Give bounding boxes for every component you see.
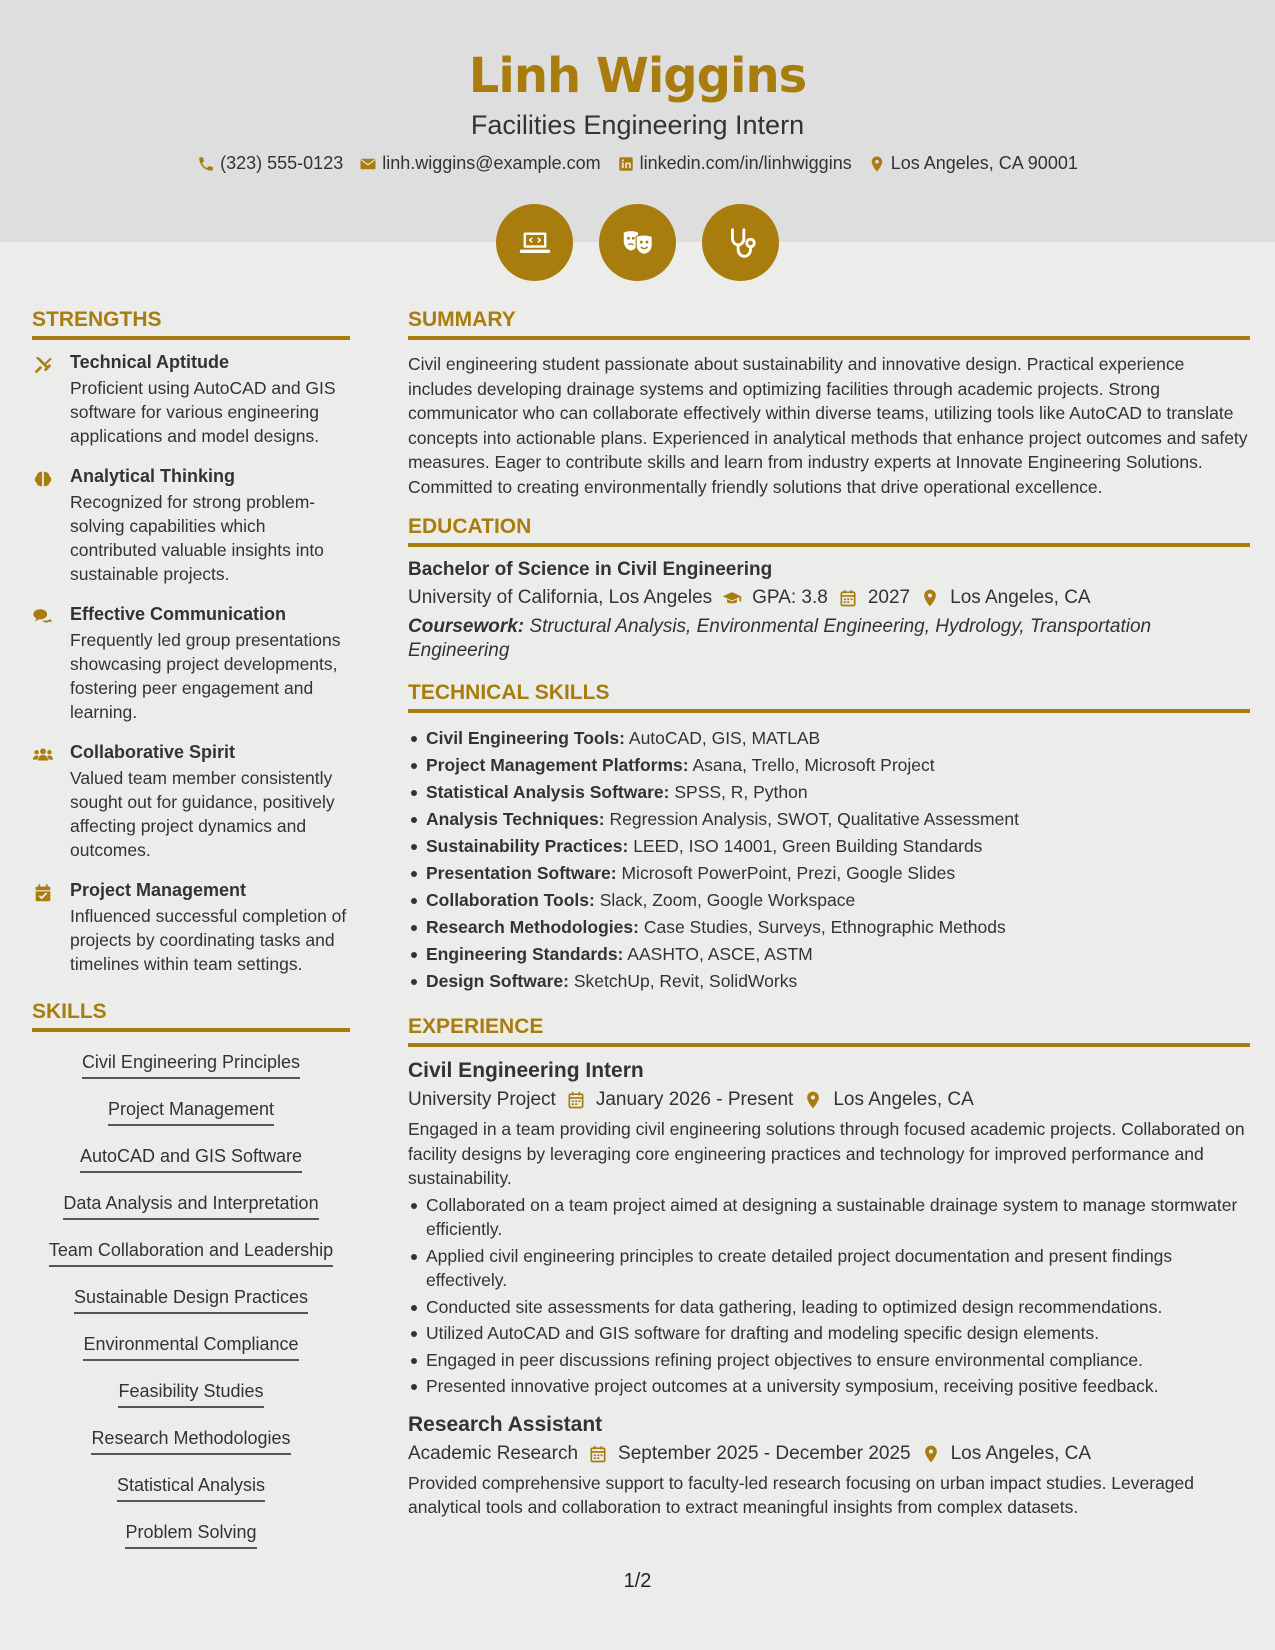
technical-skill-item xyxy=(408,968,1250,995)
map-marker-icon xyxy=(803,1090,823,1110)
technical-skill-item xyxy=(408,860,1250,887)
tech-skill-value: Microsoft PowerPoint, Prezi, Google Slides xyxy=(621,863,956,883)
education-year: 2027 xyxy=(867,587,911,608)
tech-skill-label: Civil Engineering Tools: xyxy=(426,728,625,748)
coursework-text: Structural Analysis, Environmental Engineering, Hydrology, Transportation Engineering xyxy=(408,616,1152,661)
calendar-icon xyxy=(566,1090,586,1110)
theater-masks-icon xyxy=(619,224,657,262)
job-meta xyxy=(408,1089,1250,1111)
strength-text: Valued team member consistently sought out for guidance, positively affecting project dynamics and outcomes. xyxy=(70,768,335,860)
job-bullet: Utilized AutoCAD and GIS software for drafting and modeling specific design elements. xyxy=(408,1321,1250,1346)
strength-title: Analytical Thinking xyxy=(70,466,236,486)
contact-phone[interactable] xyxy=(197,153,343,174)
tech-skill-label: Analysis Techniques: xyxy=(426,809,605,829)
job-location: Los Angeles, CA xyxy=(950,1442,1092,1464)
tech-skill-value: LEED, ISO 14001, Green Building Standards xyxy=(633,836,983,856)
job-bullet: Applied civil engineering principles to create detailed project documentation and present findings effectively. xyxy=(408,1244,1250,1293)
job-title: Civil Engineering Intern xyxy=(408,1059,644,1082)
skill-item: Problem Solving xyxy=(125,1514,256,1549)
badge-laptop xyxy=(496,204,573,281)
strength-item xyxy=(32,352,350,448)
graduation-cap-icon xyxy=(722,588,742,608)
page-number: 1/2 xyxy=(623,1570,652,1592)
calendar-check-icon xyxy=(32,882,54,904)
job-bullet: Presented innovative project outcomes at a university symposium, receiving positive feedback. xyxy=(408,1374,1250,1399)
contact-location xyxy=(868,153,1078,174)
strength-item xyxy=(32,880,350,976)
location-text: Los Angeles, CA 90001 xyxy=(890,153,1078,173)
skill-item: AutoCAD and GIS Software xyxy=(80,1138,302,1173)
skill-item: Feasibility Studies xyxy=(118,1373,263,1408)
strength-item xyxy=(32,604,350,724)
job-entry xyxy=(408,1413,1250,1520)
tech-skill-label: Project Management Platforms: xyxy=(426,755,689,775)
tech-skill-label: Engineering Standards: xyxy=(426,944,624,964)
contact-row xyxy=(0,153,1275,174)
skill-item: Statistical Analysis xyxy=(117,1467,265,1502)
tech-skill-label: Design Software: xyxy=(426,971,569,991)
email-text: linh.wiggins@example.com xyxy=(382,153,601,173)
job-title: Research Assistant xyxy=(408,1412,603,1436)
strength-title: Collaborative Spirit xyxy=(70,742,236,762)
job-description: Provided comprehensive support to faculty-led research focusing on urban impact studies. Leveraged analytical tools and collaboration to extract meaningful insights from complex datasets. xyxy=(408,1472,1194,1517)
technical-skills-list xyxy=(408,725,1250,995)
stethoscope-icon xyxy=(722,224,760,262)
job-description: Engaged in a team providing civil engineering solutions through focused academic projects. Collaborated on facility designs by leveraging core engineering practices and technology for improved performance and sustainability. xyxy=(408,1119,1245,1188)
technical-skill-item xyxy=(408,941,1250,968)
map-marker-icon xyxy=(921,1444,941,1464)
users-icon xyxy=(32,744,54,766)
strength-text: Proficient using AutoCAD and GIS software for various engineering applications and model designs. xyxy=(70,378,336,446)
left-column xyxy=(32,308,350,1561)
phone-icon xyxy=(197,155,215,173)
technical-skill-item xyxy=(408,833,1250,860)
tech-skill-value: Slack, Zoom, Google Workspace xyxy=(599,890,856,910)
summary-text: Civil engineering student passionate about sustainability and innovative design. Practical experience includes developing drainage systems and optimizing facilities through academic projects. Strong communicator who can collaborate effectively within diverse teams, utilizing tools like AutoCAD to translate concepts into actionable plans. Experienced in analytical methods that enhance project outcomes and safety measures. Eager to contribute skills and learn from industry experts at Innovate Engineering Solutions. Committed to creating environmentally friendly solutions that drive operational excellence. xyxy=(408,354,1248,497)
map-marker-icon xyxy=(868,155,886,173)
education-meta xyxy=(408,587,1250,609)
candidate-name: Linh Wiggins xyxy=(468,48,807,104)
job-bullet: Collaborated on a team project aimed at designing a sustainable drainage system to manage stormwater efficiently. xyxy=(408,1193,1250,1242)
education-gpa: GPA: 3.8 xyxy=(752,587,828,608)
education-coursework xyxy=(408,615,1250,663)
strength-title: Technical Aptitude xyxy=(70,352,230,372)
skill-item: Environmental Compliance xyxy=(83,1326,298,1361)
tech-skill-label: Collaboration Tools: xyxy=(426,890,595,910)
map-marker-icon xyxy=(920,588,940,608)
tech-skill-label: Presentation Software: xyxy=(426,863,617,883)
right-column xyxy=(408,308,1250,1522)
tech-skill-value: AutoCAD, GIS, MATLAB xyxy=(628,728,821,748)
phone-text: (323) 555-0123 xyxy=(220,153,344,173)
strength-title: Project Management xyxy=(70,880,247,900)
tech-skill-value: SketchUp, Revit, SolidWorks xyxy=(573,971,798,991)
job-org: University Project xyxy=(408,1089,556,1110)
technical-skill-item xyxy=(408,887,1250,914)
job-dates: September 2025 - December 2025 xyxy=(618,1442,911,1464)
comments-icon xyxy=(32,606,54,628)
coursework-label: Coursework: xyxy=(408,616,525,637)
tech-skill-label: Sustainability Practices: xyxy=(426,836,629,856)
technical-skill-item xyxy=(408,725,1250,752)
tech-skill-value: Case Studies, Surveys, Ethnographic Methods xyxy=(643,917,1006,937)
tech-skill-value: SPSS, R, Python xyxy=(674,782,808,802)
skill-item: Sustainable Design Practices xyxy=(74,1279,308,1314)
tech-skill-label: Statistical Analysis Software: xyxy=(426,782,670,802)
tech-skill-value: Asana, Trello, Microsoft Project xyxy=(692,755,935,775)
tech-skill-value: Regression Analysis, SWOT, Qualitative Assessment xyxy=(609,809,1019,829)
calendar-icon xyxy=(588,1444,608,1464)
strength-text: Recognized for strong problem-solving capabilities which contributed valuable insights into sustainable projects. xyxy=(70,492,324,584)
badge-stethoscope xyxy=(702,204,779,281)
strength-item xyxy=(32,742,350,862)
education-school: University of California, Los Angeles xyxy=(408,587,713,608)
job-org: Academic Research xyxy=(408,1442,579,1464)
brain-icon xyxy=(32,468,54,490)
skill-item: Research Methodologies xyxy=(91,1420,290,1455)
skill-item: Team Collaboration and Leadership xyxy=(49,1232,333,1267)
technical-skill-item xyxy=(408,914,1250,941)
education-degree: Bachelor of Science in Civil Engineering xyxy=(408,559,773,580)
skills-list xyxy=(32,1044,350,1561)
tools-icon xyxy=(32,354,54,376)
tech-skill-label: Research Methodologies: xyxy=(426,917,639,937)
strength-title: Effective Communication xyxy=(70,604,287,624)
envelope-icon xyxy=(359,155,377,173)
job-dates: January 2026 - Present xyxy=(595,1089,794,1110)
linkedin-icon xyxy=(617,155,635,173)
job-bullets xyxy=(408,1193,1250,1399)
technical-skills-heading: TECHNICAL SKILLS xyxy=(408,681,1250,713)
strength-text: Influenced successful completion of projects by coordinating tasks and timelines within team settings. xyxy=(70,906,347,974)
job-meta xyxy=(408,1443,1250,1465)
skill-item: Project Management xyxy=(108,1091,274,1126)
technical-skill-item xyxy=(408,806,1250,833)
skills-heading: SKILLS xyxy=(32,1000,350,1032)
strength-text: Frequently led group presentations showcasing project developments, fostering peer engagement and learning. xyxy=(70,630,341,722)
laptop-code-icon xyxy=(516,224,554,262)
job-bullet: Engaged in peer discussions refining project objectives to ensure environmental compliance. xyxy=(408,1348,1250,1373)
experience-heading: EXPERIENCE xyxy=(408,1015,1250,1047)
strength-item xyxy=(32,466,350,586)
calendar-icon xyxy=(838,588,858,608)
skill-item: Data Analysis and Interpretation xyxy=(63,1185,318,1220)
skill-item: Civil Engineering Principles xyxy=(82,1044,300,1079)
technical-skill-item xyxy=(408,779,1250,806)
badge-masks xyxy=(599,204,676,281)
education-location: Los Angeles, CA xyxy=(950,587,1091,608)
candidate-title: Facilities Engineering Intern xyxy=(470,110,805,140)
strengths-heading: STRENGTHS xyxy=(32,308,350,340)
tech-skill-value: AASHTO, ASCE, ASTM xyxy=(627,944,813,964)
education-heading: EDUCATION xyxy=(408,515,1250,547)
job-bullet: Conducted site assessments for data gathering, leading to optimized design recommendations. xyxy=(408,1295,1250,1320)
linkedin-text: linkedin.com/in/linhwiggins xyxy=(639,153,852,173)
contact-linkedin[interactable] xyxy=(617,153,852,174)
contact-email[interactable] xyxy=(359,153,600,174)
job-location: Los Angeles, CA xyxy=(833,1089,974,1110)
technical-skill-item xyxy=(408,752,1250,779)
summary-heading: SUMMARY xyxy=(408,308,1250,340)
job-entry xyxy=(408,1059,1250,1399)
interest-badges xyxy=(0,204,1275,281)
